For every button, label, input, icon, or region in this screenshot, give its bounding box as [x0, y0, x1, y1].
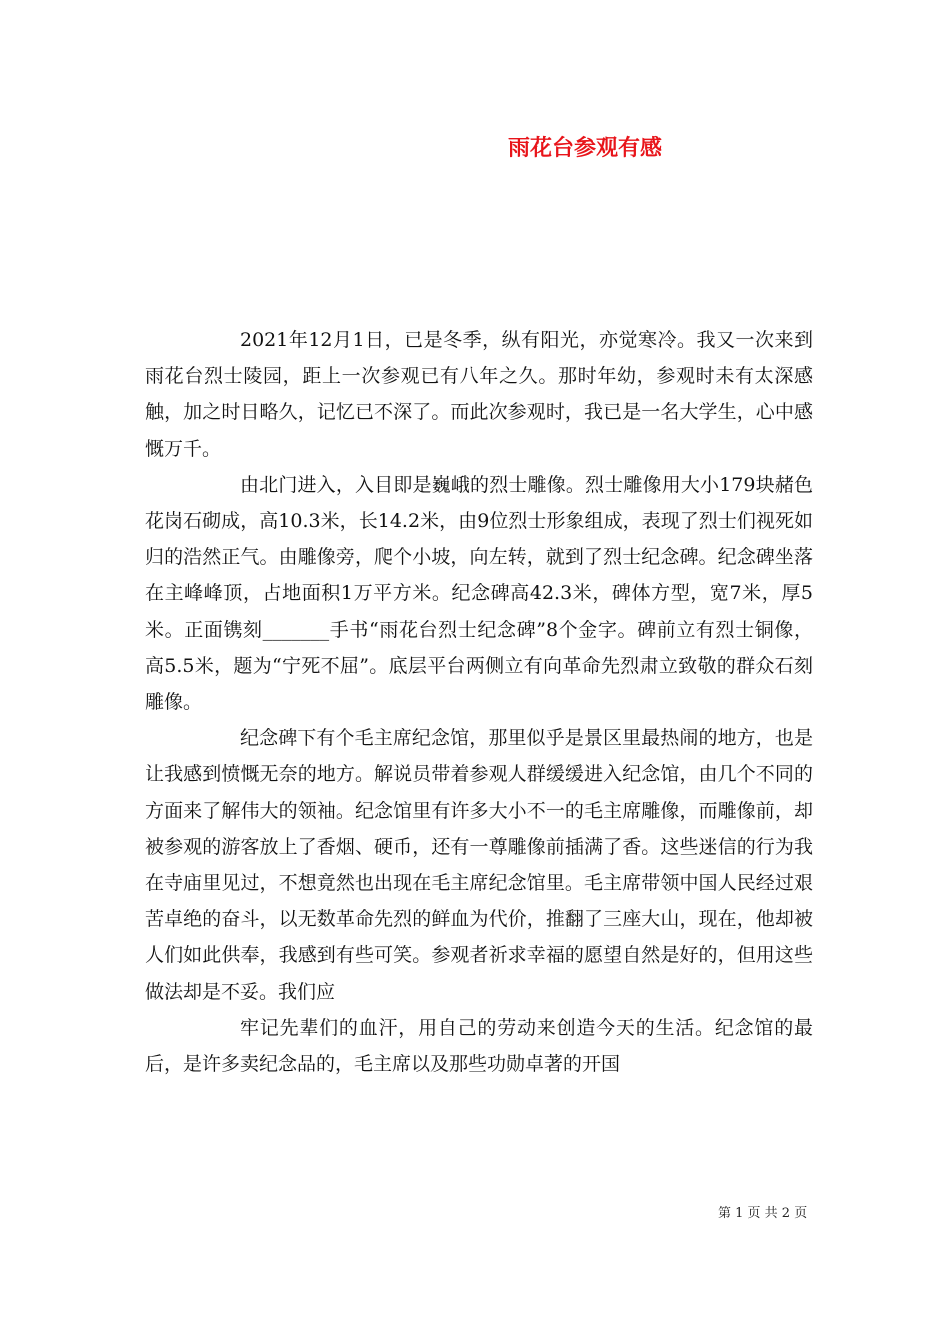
paragraph-1: 2021年12月1日，已是冬季，纵有阳光，亦觉寒冷。我又一次来到雨花台烈士陵园，距上一次参观已有八年之久。那时年幼，参观时未有太深感触，加之时日略久，记忆已不深了。而此次参观时，我已是一名大学生，心中感慨万千。	[145, 329, 813, 460]
paragraph-2: 由北门进入，入目即是巍峨的烈士雕像。烈士雕像用大小179块赭色花岗石砌成，高10.3米，长14.2米，由9位烈士形象组成，表现了烈士们视死如归的浩然正气。由雕像旁，爬个小坡，向左转，就到了烈士纪念碑。纪念碑坐落在主峰峰顶，占地面积1万平方米。纪念碑高42.3米，碑体方型，宽7米，厚5米。正面镌刻_______手书“雨花台烈士纪念碑”8个金字。碑前立有烈士铜像，高5.5米，题为“宁死不屈”。底层平台两侧立有向革命先烈肃立致敬的群众石刻雕像。	[145, 473, 813, 714]
document-body	[145, 322, 813, 1082]
paragraph-3: 纪念碑下有个毛主席纪念馆，那里似乎是景区里最热闹的地方，也是让我感到愤慨无奈的地方。解说员带着参观人群缓缓进入纪念馆，由几个不同的方面来了解伟大的领袖。纪念馆里有许多大小不一的毛主席雕像，而雕像前，却被参观的游客放上了香烟、硬币，还有一尊雕像前插满了香。这些迷信的行为我在寺庙里见过，不想竟然也出现在毛主席纪念馆里。毛主席带领中国人民经过艰苦卓绝的奋斗，以无数革命先烈的鲜血为代价，推翻了三座大山，现在，他却被人们如此供奉，我感到有些可笑。参观者祈求幸福的愿望自然是好的，但用这些做法却是不妥。我们应	[145, 727, 813, 1003]
paragraph-4: 牢记先辈们的血汗，用自己的劳动来创造今天的生活。纪念馆的最后，是许多卖纪念品的，毛主席以及那些功勋卓著的开国	[145, 1016, 813, 1076]
page-number-footer: 第 1 页 共 2 页	[718, 1206, 808, 1221]
document-title: 雨花台参观有感	[508, 136, 663, 161]
